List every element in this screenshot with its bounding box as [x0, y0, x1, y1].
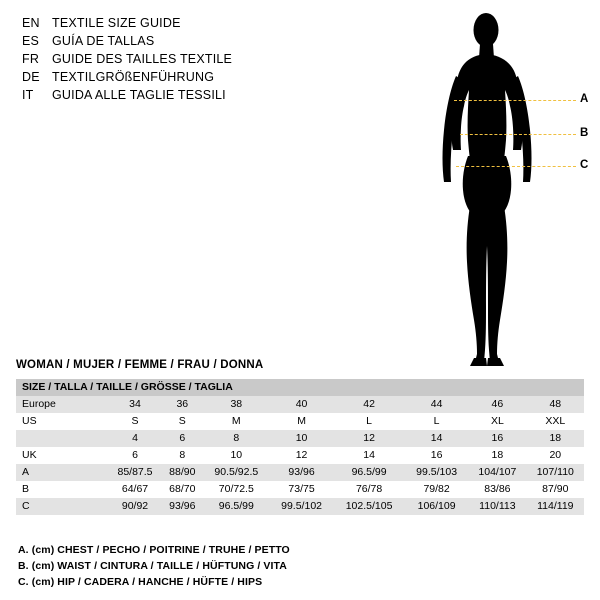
- cell: 42: [333, 396, 405, 413]
- table-row: [16, 413, 584, 430]
- cell: 38: [203, 396, 271, 413]
- cell: XL: [468, 413, 527, 430]
- cell: 102.5/105: [333, 498, 405, 515]
- cell: 93/96: [162, 498, 203, 515]
- cell: 16: [468, 430, 527, 447]
- language-row-es: [22, 34, 402, 52]
- language-title-es: GUÍA DE TALLAS: [52, 34, 155, 48]
- table-row: [16, 498, 584, 515]
- cell: S: [108, 413, 162, 430]
- cell: 18: [468, 447, 527, 464]
- language-row-de: [22, 70, 402, 88]
- cell: 107/110: [527, 464, 584, 481]
- cell: 85/87.5: [108, 464, 162, 481]
- cell: 34: [108, 396, 162, 413]
- language-list: [22, 16, 402, 106]
- cell: 93/96: [270, 464, 333, 481]
- cell: 99.5/103: [405, 464, 468, 481]
- table-row: [16, 464, 584, 481]
- cell: 40: [270, 396, 333, 413]
- cell: M: [203, 413, 271, 430]
- cell: 8: [203, 430, 271, 447]
- cell: M: [270, 413, 333, 430]
- measure-label-b: B: [580, 127, 589, 139]
- cell: 20: [527, 447, 584, 464]
- cell: 14: [333, 447, 405, 464]
- cell: 6: [108, 447, 162, 464]
- row-label-uk: UK: [16, 447, 108, 464]
- cell: 10: [203, 447, 271, 464]
- cell: 16: [405, 447, 468, 464]
- cell: 114/119: [527, 498, 584, 515]
- cell: 18: [527, 430, 584, 447]
- cell: 106/109: [405, 498, 468, 515]
- language-code-en: EN: [22, 16, 40, 30]
- section-heading-woman: WOMAN / MUJER / FEMME / FRAU / DONNA: [16, 359, 264, 371]
- cell: L: [333, 413, 405, 430]
- table-header-label: SIZE / TALLA / TAILLE / GRÖSSE / TAGLIA: [16, 379, 584, 396]
- language-title-fr: GUIDE DES TAILLES TEXTILE: [52, 52, 233, 66]
- cell: L: [405, 413, 468, 430]
- language-code-fr: FR: [22, 52, 40, 66]
- cell: 36: [162, 396, 203, 413]
- cell: 99.5/102: [270, 498, 333, 515]
- cell: 64/67: [108, 481, 162, 498]
- cell: 4: [108, 430, 162, 447]
- cell: 96.5/99: [333, 464, 405, 481]
- cell: S: [162, 413, 203, 430]
- size-table: [16, 379, 584, 515]
- cell: 90/92: [108, 498, 162, 515]
- cell: 48: [527, 396, 584, 413]
- measure-line-c: [456, 166, 576, 167]
- measure-line-b: [460, 134, 576, 135]
- cell: 110/113: [468, 498, 527, 515]
- row-label-b: B: [16, 481, 108, 498]
- cell: 70/72.5: [203, 481, 271, 498]
- cell: 44: [405, 396, 468, 413]
- row-label-us: US: [16, 413, 108, 430]
- cell: 88/90: [162, 464, 203, 481]
- cell: 6: [162, 430, 203, 447]
- row-label-a: A: [16, 464, 108, 481]
- cell: XXL: [527, 413, 584, 430]
- language-title-en: TEXTILE SIZE GUIDE: [52, 16, 181, 30]
- measure-line-a: [454, 100, 576, 101]
- cell: 87/90: [527, 481, 584, 498]
- female-body-figure: [420, 6, 590, 376]
- language-row-en: [22, 16, 402, 34]
- table-row: [16, 481, 584, 498]
- cell: 96.5/99: [203, 498, 271, 515]
- language-title-de: TEXTILGRÖßENFÜHRUNG: [52, 70, 215, 84]
- language-title-it: GUIDA ALLE TAGLIE TESSILI: [52, 88, 226, 102]
- cell: 83/86: [468, 481, 527, 498]
- cell: 12: [333, 430, 405, 447]
- cell: 14: [405, 430, 468, 447]
- row-label-us-numeric: [16, 430, 108, 447]
- cell: 79/82: [405, 481, 468, 498]
- cell: 12: [270, 447, 333, 464]
- table-row: [16, 430, 584, 447]
- table-row: [16, 396, 584, 413]
- cell: 8: [162, 447, 203, 464]
- female-silhouette-icon: [420, 6, 590, 376]
- language-code-de: DE: [22, 70, 40, 84]
- cell: 68/70: [162, 481, 203, 498]
- language-row-it: [22, 88, 402, 106]
- legend-line-b: B. (cm) WAIST / CINTURA / TAILLE / HÜFTUNG / VITA: [18, 560, 287, 572]
- legend-line-a: A. (cm) CHEST / PECHO / POITRINE / TRUHE / PETTO: [18, 544, 290, 556]
- measure-label-c: C: [580, 159, 589, 171]
- row-label-europe: Europe: [16, 396, 108, 413]
- cell: 90.5/92.5: [203, 464, 271, 481]
- cell: 76/78: [333, 481, 405, 498]
- table-row: [16, 447, 584, 464]
- cell: 10: [270, 430, 333, 447]
- cell: 73/75: [270, 481, 333, 498]
- cell: 104/107: [468, 464, 527, 481]
- cell: 46: [468, 396, 527, 413]
- measurement-legend: [18, 542, 578, 590]
- measure-label-a: A: [580, 93, 589, 105]
- language-code-it: IT: [22, 88, 34, 102]
- row-label-c: C: [16, 498, 108, 515]
- legend-line-c: C. (cm) HIP / CADERA / HANCHE / HÜFTE / HIPS: [18, 576, 263, 588]
- language-code-es: ES: [22, 34, 40, 48]
- table-header-row: [16, 379, 584, 396]
- language-row-fr: [22, 52, 402, 70]
